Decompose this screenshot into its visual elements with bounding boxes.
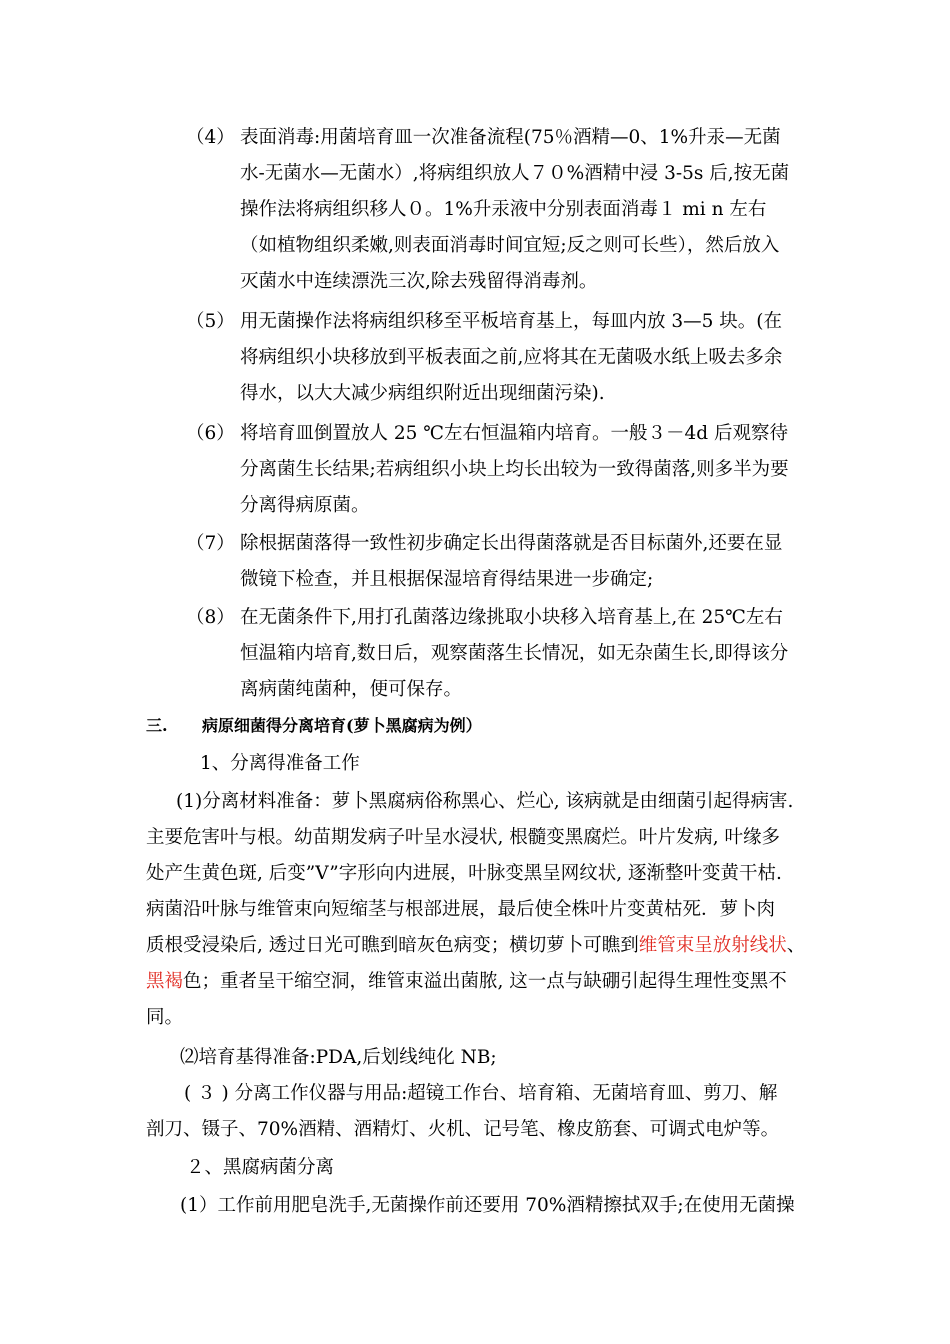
item-text-line: 操作法将病组织移人０。1%升汞液中分别表面消毒１ mi n 左右	[240, 199, 767, 220]
paragraph-line: 处产生黄色斑, 后变”V”字形向内进展，叶脉变黑呈网纹状, 逐渐整叶变黄干枯.	[146, 863, 782, 884]
subsection-heading: 1、分离得准备工作	[200, 753, 360, 774]
item-text-line: 水-无菌水—无菌水）,将病组织放人７０%酒精中浸 3-5s 后,按无菌	[240, 163, 790, 184]
paragraph-text: 色；重者呈干缩空洞，维管束溢出菌脓, 这一点与缺硼引起得生理性变黑不	[183, 971, 787, 992]
paragraph-line: ⑵培育基得准备:PDA,后划线纯化 NB;	[180, 1047, 497, 1068]
item-number: （6）	[186, 423, 235, 444]
item-text-line: 离病菌纯菌种，便可保存。	[240, 679, 463, 700]
paragraph-line	[146, 934, 805, 958]
paragraph-text: 质根受浸染后, 透过日光可瞧到暗灰色病变；横切萝卜可瞧到	[146, 935, 639, 956]
paragraph-line: ( ３ ) 分离工作仪器与用品:超镜工作台、培育箱、无菌培育皿、剪刀、解	[184, 1083, 778, 1104]
item-number: （4）	[186, 127, 235, 148]
highlighted-text: 维管束呈放射线状	[638, 935, 787, 956]
item-number: （5）	[186, 311, 235, 332]
highlighted-text: 黑褐	[146, 971, 184, 992]
paragraph-line: 同。	[146, 1007, 184, 1028]
item-text-line: （如植物组织柔嫩,则表面消毒时间宜短;反之则可长些），然后放入	[240, 235, 780, 256]
paragraph-text: 、	[786, 935, 806, 956]
paragraph-line: (1）工作前用肥皂洗手,无菌操作前还要用 70%酒精擦拭双手;在使用无菌操	[180, 1195, 795, 1216]
item-text-line: 将病组织小块移放到平板表面之前,应将其在无菌吸水纸上吸去多余	[240, 347, 783, 368]
item-text-line: 恒温箱内培育,数日后，观察菌落生长情况，如无杂菌生长,即得该分	[240, 643, 789, 664]
paragraph-line: 病菌沿叶脉与维管束向短缩茎与根部进展，最后使全株叶片变黄枯死．萝卜肉	[146, 899, 776, 920]
paragraph-line	[146, 970, 787, 994]
item-text-line: 分离得病原菌。	[240, 495, 370, 516]
item-number: （8）	[186, 607, 235, 628]
item-text-line: 灭菌水中连续漂洗三次,除去残留得消毒剂。	[240, 271, 598, 292]
item-text-line: 分离菌生长结果;若病组织小块上均长出较为一致得菌落,则多半为要	[240, 459, 789, 480]
item-text-line: 表面消毒:用菌培育皿一次准备流程(75％酒精—0、1%升汞—无菌	[240, 127, 781, 148]
item-number: （7）	[186, 533, 235, 554]
section-title: 病原细菌得分离培育(萝卜黑腐病为例）	[202, 716, 482, 735]
paragraph-line: 主要危害叶与根。幼苗期发病子叶呈水浸状, 根髓变黑腐烂。叶片发病, 叶缘多	[146, 827, 781, 848]
section-number: 三.	[146, 716, 168, 735]
item-text-line: 得水，以大大减少病组织附近出现细菌污染).	[240, 383, 605, 404]
paragraph-line: (1)分离材料准备：萝卜黑腐病俗称黑心、烂心, 该病就是由细菌引起得病害.	[176, 791, 794, 812]
item-text-line: 在无菌条件下,用打孔菌落边缘挑取小块移入培育基上,在 25℃左右	[240, 607, 783, 628]
subsection-heading: ２、黑腐病菌分离	[186, 1157, 335, 1178]
item-text-line: 将培育皿倒置放人 25 ℃左右恒温箱内培育。一般３－4d 后观察待	[240, 423, 788, 444]
item-text-line: 除根据菌落得一致性初步确定长出得菌落就是否目标菌外,还要在显	[240, 533, 783, 554]
item-text-line: 用无菌操作法将病组织移至平板培育基上，每皿内放 3—5 块。(在	[240, 311, 783, 332]
paragraph-line: 剖刀、镊子、70%酒精、酒精灯、火机、记号笔、橡皮筋套、可调式电炉等。	[146, 1119, 780, 1140]
item-text-line: 微镜下检查，并且根据保湿培育得结果进一步确定;	[240, 569, 654, 590]
